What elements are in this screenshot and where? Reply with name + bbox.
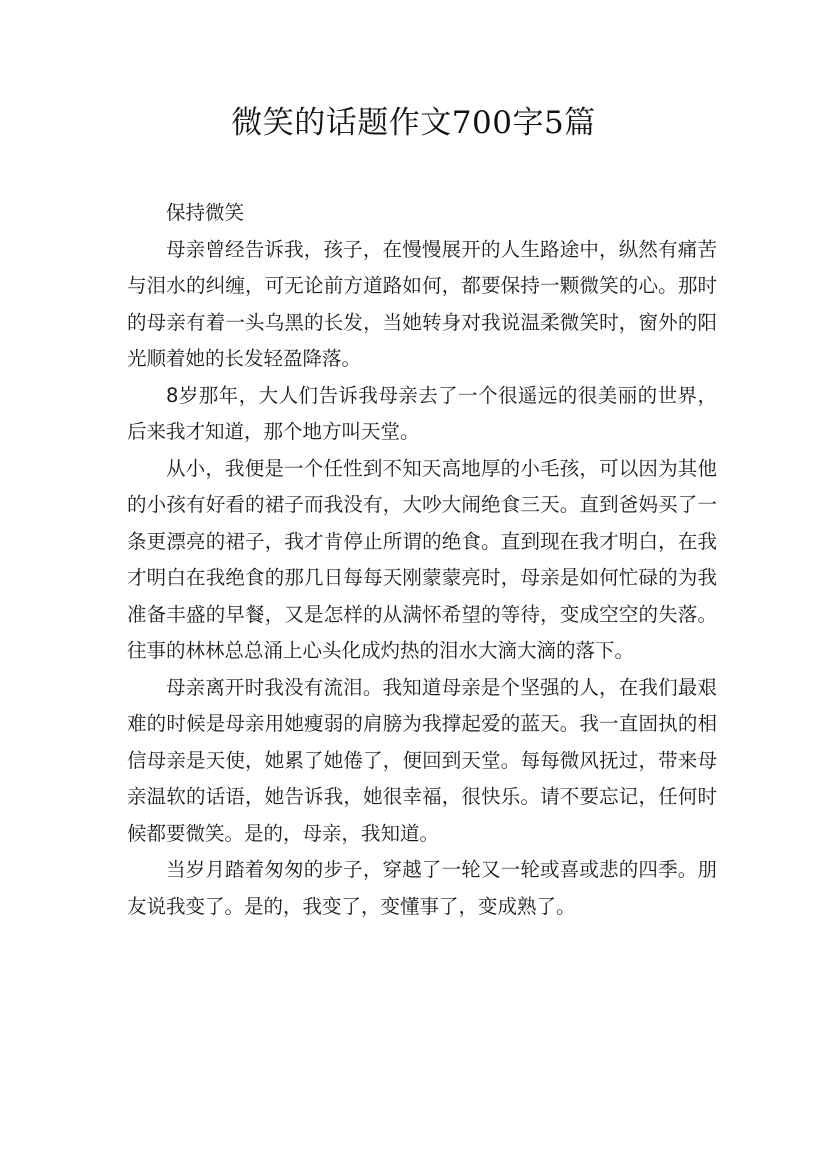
paragraph: 当岁月踏着匆匆的步子，穿越了一轮又一轮或喜或悲的四季。朋友说我变了。是的，我变了，变懂事了，变成熟了。 <box>127 858 717 918</box>
paragraph-heading: 保持微笑 <box>166 201 245 224</box>
document-title: 微笑的话题作文700字5篇 <box>231 105 596 141</box>
paragraph: 母亲离开时我没有流泪。我知道母亲是个坚强的人，在我们最艰难的时候是母亲用她瘦弱的肩膀为我撑起爱的蓝天。我一直固执的相信母亲是天使，她累了她倦了，便回到天堂。每每微风抚过，带来母亲温软的话语，她告诉我，她很幸福，很快乐。请不要忘记，任何时候都要微笑。是的，母亲，我知道。 <box>127 675 717 845</box>
document-body <box>127 195 717 925</box>
paragraph: 从小，我便是一个任性到不知天高地厚的小毛孩，可以因为其他的小孩有好看的裙子而我没有，大吵大闹绝食三天。直到爸妈买了一条更漂亮的裙子，我才肯停止所谓的绝食。直到现在我才明白，在我才明白在我绝食的那几日每每天刚蒙蒙亮时，母亲是如何忙碌的为我准备丰盛的早餐，又是怎样的从满怀希望的等待，变成空空的失落。往事的林林总总涌上心头化成灼热的泪水大滴大滴的落下。 <box>127 456 717 662</box>
paragraph: 母亲曾经告诉我，孩子，在慢慢展开的人生路途中，纵然有痛苦与泪水的纠缠，可无论前方道路如何，都要保持一颗微笑的心。那时的母亲有着一头乌黑的长发，当她转身对我说温柔微笑时，窗外的阳光顺着她的长发轻盈降落。 <box>127 237 717 370</box>
paragraph: 8岁那年，大人们告诉我母亲去了一个很遥远的很美丽的世界，后来我才知道，那个地方叫天堂。 <box>127 383 717 443</box>
